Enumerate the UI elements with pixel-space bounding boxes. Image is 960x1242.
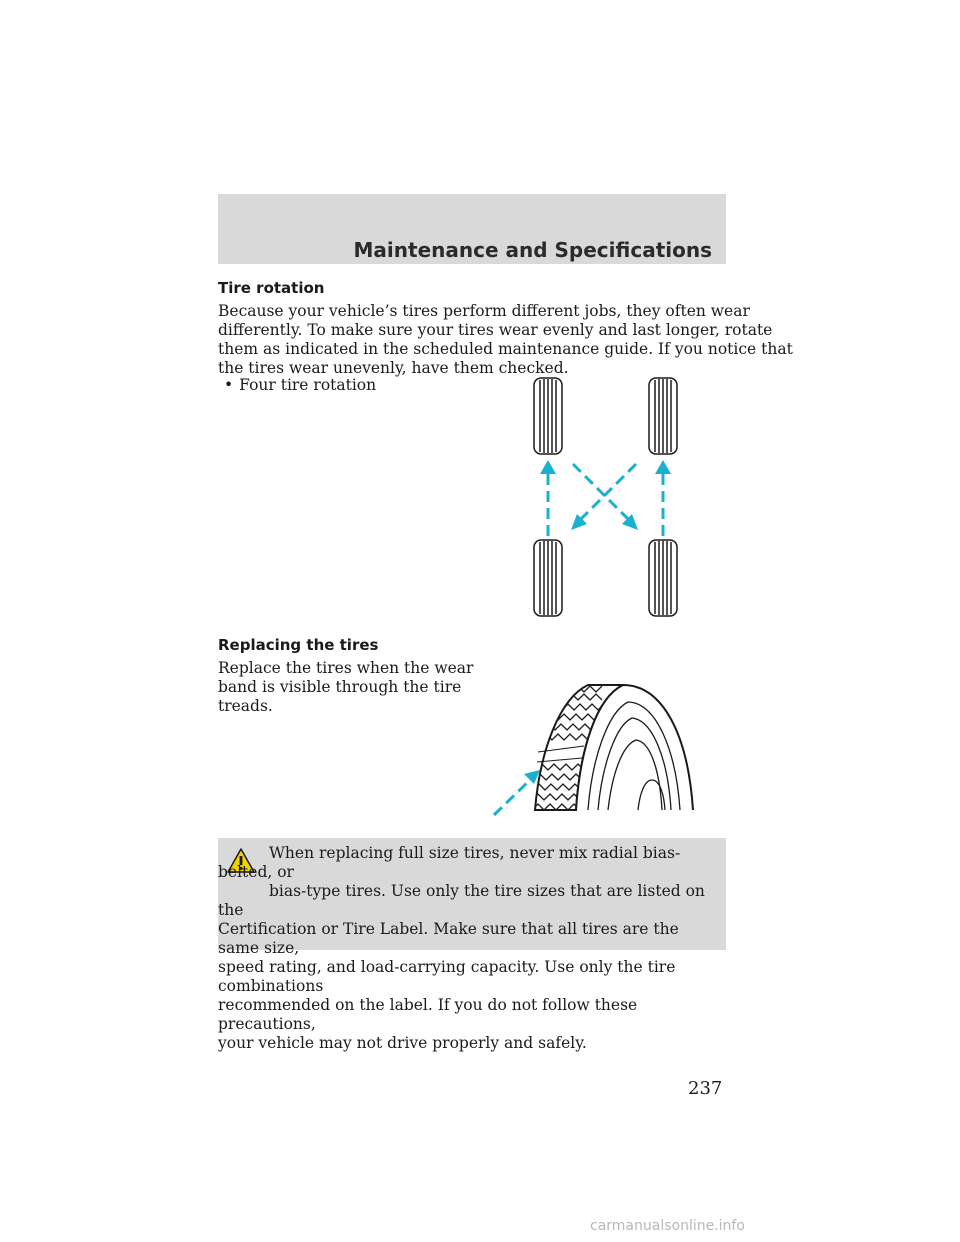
tire-rotation-heading: Tire rotation <box>218 279 325 297</box>
front-left-tire-icon <box>534 378 562 454</box>
body-line: Because your vehicle’s tires perform different jobs, they often wear <box>218 302 750 320</box>
tire-rotation-body <box>218 302 793 378</box>
warning-line: Certification or Tire Label. Make sure that all tires are the same size, <box>218 920 679 957</box>
replacing-heading: Replacing the tires <box>218 636 379 654</box>
tire-wear-illustration <box>488 680 723 820</box>
watermark: carmanualsonline.info <box>590 1218 745 1234</box>
front-right-tire-icon <box>649 378 677 454</box>
replacing-body <box>218 659 473 716</box>
bullet-text: Four tire rotation <box>239 376 377 394</box>
body-line: the tires wear unevenly, have them checked. <box>218 359 569 377</box>
warning-line: recommended on the label. If you do not follow these precautions, <box>218 996 638 1033</box>
warning-line: your vehicle may not drive properly and safely. <box>218 1034 587 1052</box>
warning-line: bias-type tires. Use only the tire sizes that are listed on the <box>218 882 705 919</box>
rear-right-tire-icon <box>649 540 677 616</box>
bullet-dot-icon: • <box>224 376 234 394</box>
rotation-arrows <box>548 464 663 536</box>
body-line: Replace the tires when the wear <box>218 659 474 677</box>
warning-box <box>218 838 726 1052</box>
warning-line: speed rating, and load-carrying capacity. Use only the tire combinations <box>218 958 676 995</box>
rear-left-tire-icon <box>534 540 562 616</box>
warning-text <box>218 844 718 1053</box>
page-number: 237 <box>688 1078 723 1099</box>
body-line: them as indicated in the scheduled maintenance guide. If you notice that <box>218 340 793 358</box>
body-line: treads. <box>218 697 273 715</box>
tire-rotation-diagram <box>520 376 700 621</box>
body-line: band is visible through the tire <box>218 678 462 696</box>
header-band <box>218 194 726 264</box>
body-line: differently. To make sure your tires wear evenly and last longer, rotate <box>218 321 773 339</box>
bullet-item <box>224 376 376 394</box>
section-title: Maintenance and Specifications <box>353 238 712 262</box>
warning-line: When replacing full size tires, never mix radial bias-belted, or <box>218 844 681 881</box>
